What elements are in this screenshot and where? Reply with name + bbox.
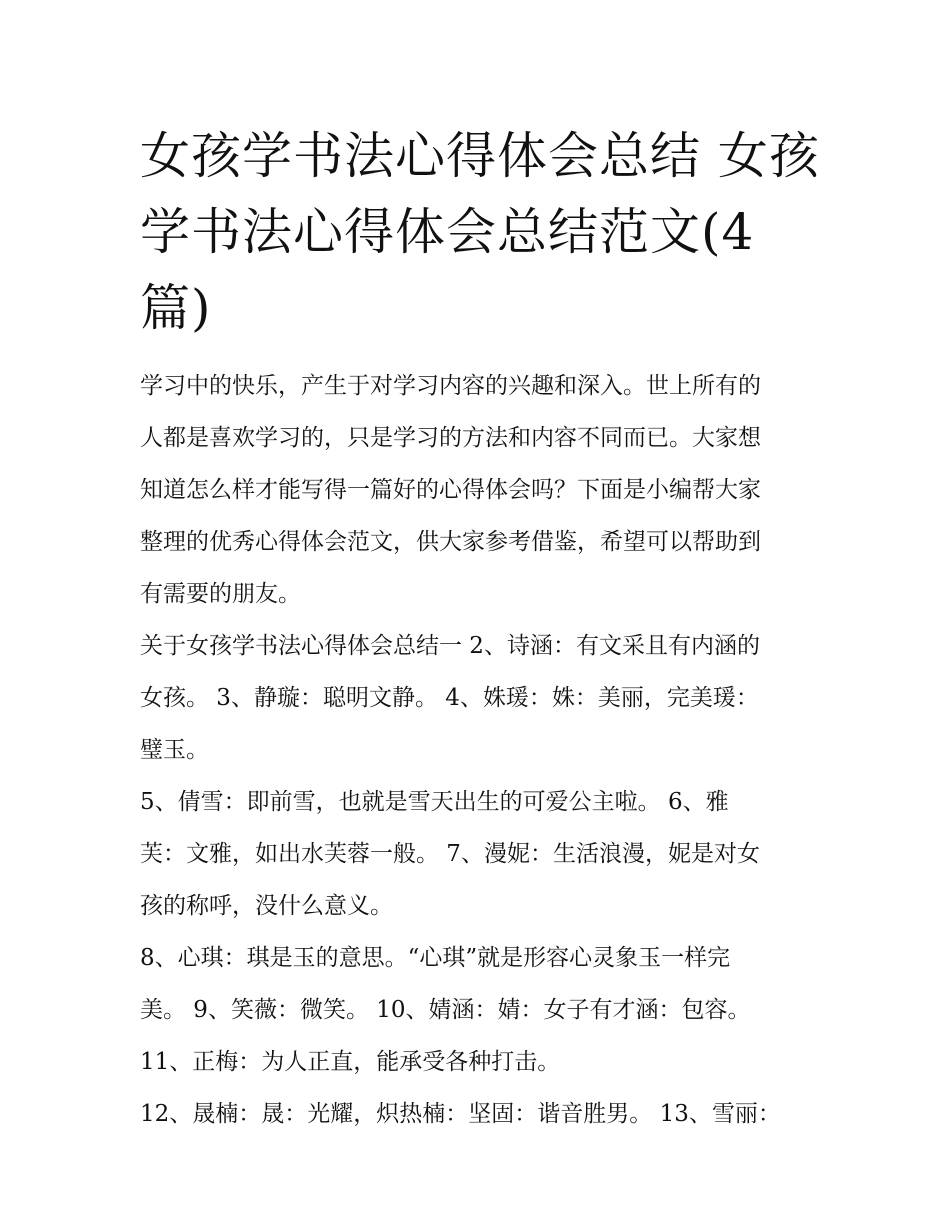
text-line: 关于女孩学书法心得体会总结一 2、诗涵：有文采且有内涵的 bbox=[140, 633, 760, 659]
body-paragraph bbox=[140, 932, 815, 1088]
text-line: 人都是喜欢学习的，只是学习的方法和内容不同而已。大家想 bbox=[140, 425, 761, 451]
title-line: 女孩学书法心得体会总结 女孩 bbox=[140, 127, 820, 185]
text-line: 11、正梅：为人正直，能承受各种打击。 bbox=[140, 1049, 561, 1075]
text-line: 8、心琪：琪是玉的意思。“心琪”就是形容心灵象玉一样完 bbox=[140, 945, 731, 971]
body-paragraph bbox=[140, 776, 815, 932]
title-line: 学书法心得体会总结范文(4 bbox=[140, 203, 755, 261]
text-line: 知道怎么样才能写得一篇好的心得体会吗？下面是小编帮大家 bbox=[140, 477, 761, 503]
document-page bbox=[140, 118, 820, 1140]
text-line: 学习中的快乐，产生于对学习内容的兴趣和深入。世上所有的 bbox=[140, 373, 761, 399]
text-line: 有需要的朋友。 bbox=[140, 581, 301, 607]
text-line: 璧玉。 bbox=[140, 737, 209, 763]
body-paragraph bbox=[140, 1088, 815, 1140]
body-paragraph bbox=[140, 620, 815, 776]
document-title bbox=[140, 118, 820, 346]
text-line: 芙：文雅，如出水芙蓉一般。 7、漫妮：生活浪漫，妮是对女 bbox=[140, 841, 760, 867]
title-line: 篇) bbox=[140, 279, 212, 337]
text-line: 5、倩雪：即前雪，也就是雪天出生的可爱公主啦。 6、雅 bbox=[140, 789, 729, 815]
text-line: 12、晟楠：晟：光耀，炽热楠：坚固：谐音胜男。 13、雪丽： bbox=[140, 1101, 781, 1127]
text-line: 女孩。 3、静璇：聪明文静。 4、姝瑗：姝：美丽，完美瑗： bbox=[140, 685, 759, 711]
text-line: 美。 9、笑薇：微笑。 10、婧涵：婧：女子有才涵：包容。 bbox=[140, 997, 751, 1023]
text-line: 整理的优秀心得体会范文，供大家参考借鉴，希望可以帮助到 bbox=[140, 529, 761, 555]
text-line: 孩的称呼，没什么意义。 bbox=[140, 893, 393, 919]
intro-paragraph bbox=[140, 360, 815, 620]
